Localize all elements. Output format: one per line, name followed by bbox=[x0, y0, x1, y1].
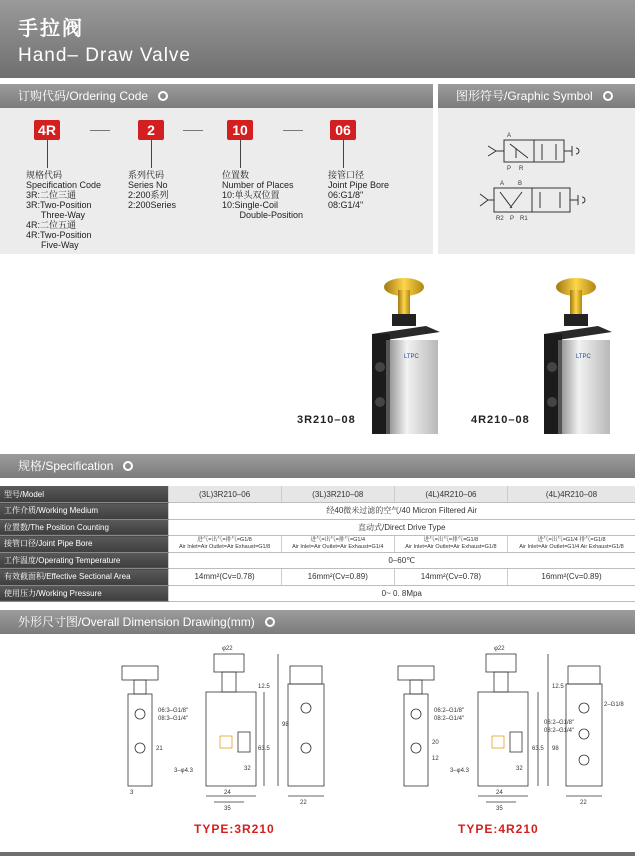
dimension-drawings bbox=[0, 640, 635, 815]
dim-label: 21 bbox=[156, 746, 163, 752]
info-icon bbox=[123, 461, 133, 471]
leader-line bbox=[343, 140, 344, 168]
graphic-symbol-title: 图形符号/Graphic Symbol bbox=[456, 89, 593, 103]
port-r: R bbox=[519, 166, 524, 172]
dim-label: 24 bbox=[224, 790, 231, 796]
bore-en: Air Inlet=Air Outlet=G1/4 Air Exhaust=G1/8 bbox=[519, 543, 624, 550]
leader-line bbox=[47, 140, 48, 168]
title-en: Hand– Draw Valve bbox=[18, 45, 192, 66]
bore-en: Air Inlet=Air Outlet=Air Exhaust=G1/4 bbox=[292, 543, 384, 550]
port-a: A bbox=[500, 181, 505, 187]
row-label: 型号/Model bbox=[0, 486, 168, 503]
ordering-code-title: 订购代码/Ordering Code bbox=[18, 89, 149, 103]
row-label: 位置数/The Position Counting bbox=[0, 519, 168, 536]
dim-label: φ22 bbox=[494, 646, 505, 652]
dim-label: φ22 bbox=[222, 646, 233, 652]
row-label: 工作介质/Working Medium bbox=[0, 503, 168, 520]
specification-title: 规格/Specification bbox=[18, 459, 114, 473]
code-series: 2 bbox=[138, 120, 164, 140]
table-row bbox=[0, 585, 635, 602]
product-label-4r: 4R210–08 bbox=[471, 414, 530, 426]
dim-label: 06:2–G1/8" bbox=[434, 708, 465, 714]
brand-label: LTPC bbox=[404, 354, 419, 360]
dim-label: 24 bbox=[496, 790, 503, 796]
leader-line bbox=[151, 140, 152, 168]
graphic-panel bbox=[438, 108, 635, 254]
medium-cell: 经40微米过滤的空气/40 Micron Filtered Air bbox=[168, 503, 635, 520]
dim-label: 12.5 bbox=[552, 684, 564, 690]
bore-cell bbox=[394, 536, 507, 553]
dim-label: 22 bbox=[300, 800, 307, 806]
model-cell: (4L)4R210–06 bbox=[394, 486, 507, 503]
specification-bar bbox=[0, 454, 635, 478]
bore-en: Air Inlet=Air Outlet=Air Exhaust=G1/8 bbox=[178, 543, 271, 550]
divider bbox=[183, 130, 203, 131]
port-p: P bbox=[510, 216, 515, 222]
table-row bbox=[0, 519, 635, 536]
row-label: 使用压力/Working Pressure bbox=[0, 585, 168, 602]
bore-zh: 进气=出气=排气=G1/4 bbox=[310, 537, 366, 544]
specification-table bbox=[0, 486, 635, 602]
model-cell: (4L)4R210–08 bbox=[508, 486, 635, 503]
series-desc: 系列代码 Series No 2:200系列 2:200Series bbox=[128, 170, 177, 210]
port-r1: R1 bbox=[520, 216, 528, 222]
port-b: B bbox=[518, 181, 523, 187]
area-cell: 16mm²(Cv=0.89) bbox=[508, 569, 635, 586]
dim-label: 08:2–G1/4" bbox=[434, 716, 465, 722]
ordering-code-bar bbox=[0, 84, 433, 108]
title-zh: 手拉阀 bbox=[18, 18, 84, 40]
model-cell: (3L)3R210–08 bbox=[281, 486, 394, 503]
dim-label: 22 bbox=[580, 800, 587, 806]
pressure-cell: 0~ 0. 8Mpa bbox=[168, 585, 635, 602]
spec-code-desc: 规格代码 Specification Code 3R:二位三通 3R:Two-Position Three-Way 4R:二位五通 4R:Two-Position Five-Way bbox=[26, 170, 102, 250]
table-row bbox=[0, 486, 635, 503]
bore-cell bbox=[281, 536, 394, 553]
code-places: 10 bbox=[227, 120, 253, 140]
ordering-panel bbox=[0, 108, 433, 254]
row-label: 工作温度/Operating Temperature bbox=[0, 552, 168, 569]
dimension-title: 外形尺寸图/Overall Dimension Drawing(mm) bbox=[18, 615, 255, 629]
type-label-4r: TYPE:4R210 bbox=[458, 822, 539, 836]
dim-label: 32 bbox=[516, 766, 523, 772]
bore-zh: 进气=出气=排气=G1/8 bbox=[197, 537, 252, 544]
port-r2: R2 bbox=[496, 216, 504, 222]
product-label-3r: 3R210–08 bbox=[297, 414, 356, 426]
dim-label: 98 bbox=[552, 746, 559, 752]
info-icon bbox=[158, 91, 168, 101]
dim-label: 06:2–G1/8" bbox=[544, 720, 575, 726]
area-cell: 14mm²(Cv=0.78) bbox=[394, 569, 507, 586]
dim-label: 2–G1/8 bbox=[604, 702, 624, 708]
dim-label: 3 bbox=[130, 790, 134, 796]
dim-label: 20 bbox=[432, 740, 439, 746]
bore-cell bbox=[508, 536, 635, 553]
dim-label: 35 bbox=[496, 806, 503, 812]
table-row bbox=[0, 536, 635, 553]
divider bbox=[283, 130, 303, 131]
dim-label: 12.5 bbox=[258, 684, 270, 690]
table-row bbox=[0, 503, 635, 520]
valve-4r210-image bbox=[544, 278, 612, 434]
code-spec: 4R bbox=[34, 120, 60, 140]
info-icon bbox=[603, 91, 613, 101]
bore-zh: 进气=出气=G1/4 排气=G1/8 bbox=[537, 537, 606, 544]
type-label-3r: TYPE:3R210 bbox=[194, 822, 275, 836]
dim-label: 98 bbox=[282, 722, 289, 728]
code-bore: 06 bbox=[330, 120, 356, 140]
dim-label: 12 bbox=[432, 756, 439, 762]
dim-label: 35 bbox=[224, 806, 231, 812]
row-label: 接管口径/Joint Pipe Bore bbox=[0, 536, 168, 553]
dim-label: 08:2–G1/4" bbox=[544, 728, 575, 734]
dim-label: 06:3–G1/8" bbox=[158, 708, 189, 714]
area-cell: 14mm²(Cv=0.78) bbox=[168, 569, 281, 586]
places-desc: 位置数 Number of Places 10:单头双位置 10:Single-Coil Double-Position bbox=[222, 170, 304, 220]
bore-zh: 进气=出气=排气=G1/8 bbox=[423, 537, 479, 544]
port-a: A bbox=[507, 133, 512, 139]
bore-desc: 接管口径 Joint Pipe Bore 06:G1/8" 08:G1/4" bbox=[328, 170, 390, 210]
dim-label: 3–φ4.3 bbox=[450, 768, 469, 774]
position-cell: 直动式/Direct Drive Type bbox=[168, 519, 635, 536]
temp-cell: 0–60℃ bbox=[168, 552, 635, 569]
graphic-symbol-bar bbox=[438, 84, 635, 108]
page-header bbox=[0, 0, 635, 78]
brand-label: LTPC bbox=[576, 354, 591, 360]
leader-line bbox=[240, 140, 241, 168]
bore-en: Air Inlet=Air Outlet=Air Exhaust=G1/8 bbox=[405, 543, 497, 550]
dim-label: 32 bbox=[244, 766, 251, 772]
dim-label: 08:3–G1/4" bbox=[158, 716, 189, 722]
divider bbox=[90, 130, 110, 131]
dim-label: 3–φ4.3 bbox=[174, 768, 193, 774]
port-p: P bbox=[507, 166, 512, 172]
info-icon bbox=[265, 617, 275, 627]
row-label: 有效截面积/Effective Sectional Area bbox=[0, 569, 168, 586]
footer-rule bbox=[0, 852, 635, 856]
table-row bbox=[0, 552, 635, 569]
table-row bbox=[0, 569, 635, 586]
model-cell: (3L)3R210–06 bbox=[168, 486, 281, 503]
dimension-bar bbox=[0, 610, 635, 634]
area-cell: 16mm²(Cv=0.89) bbox=[281, 569, 394, 586]
valve-3r210-image bbox=[372, 278, 440, 434]
dim-label: 63.5 bbox=[532, 746, 544, 752]
dim-label: 63.5 bbox=[258, 746, 270, 752]
graphic-symbols bbox=[438, 108, 635, 254]
bore-cell bbox=[168, 536, 281, 553]
